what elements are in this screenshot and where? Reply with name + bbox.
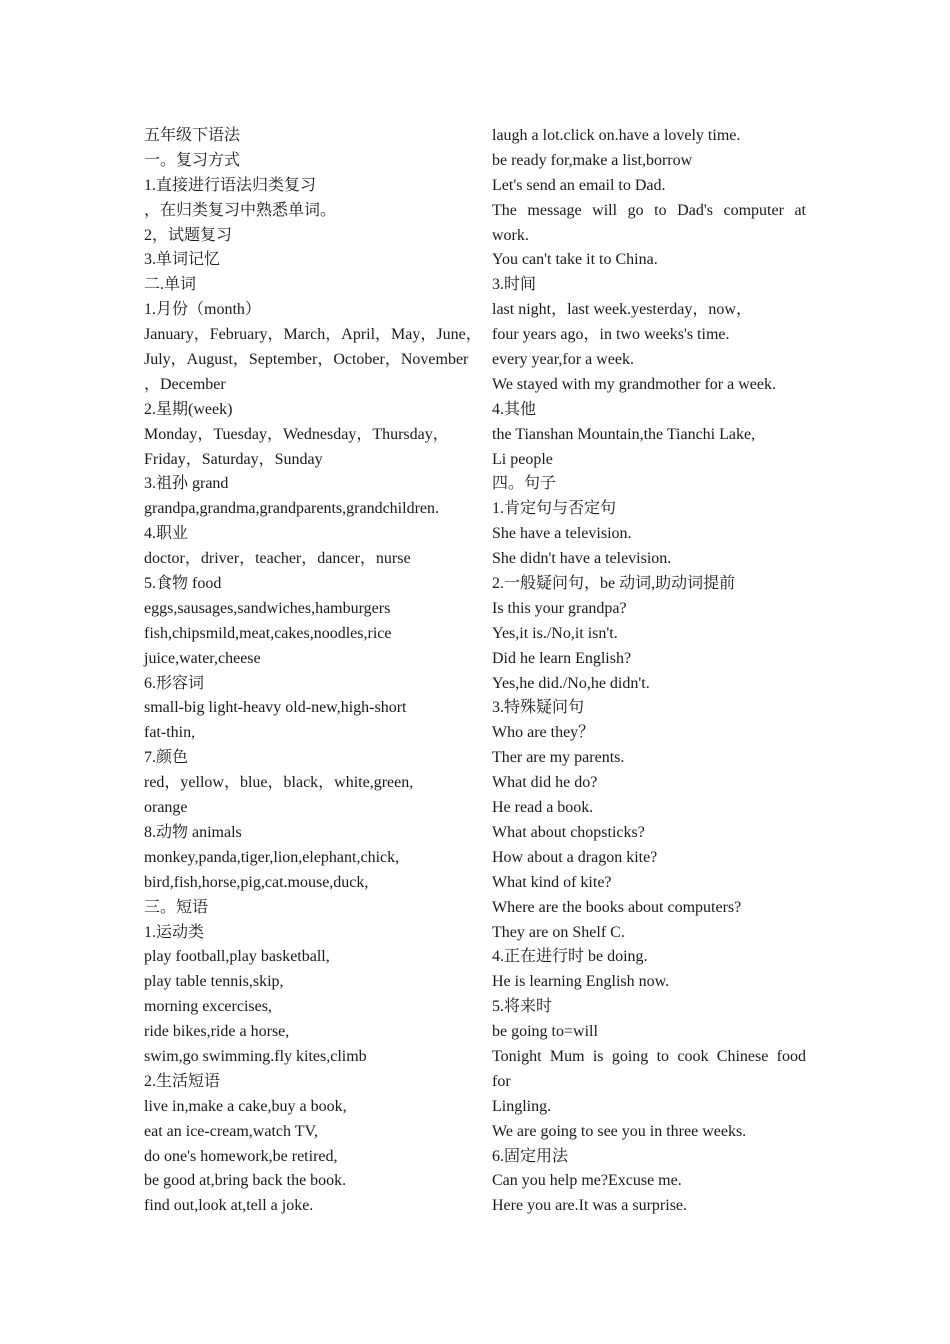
text-line: January，February，March，April，May，June， [144,326,482,344]
text-line: fish,chipsmild,meat,cakes,noodles,rice [144,624,392,642]
text-line: grandpa,grandma,grandparents,grandchildren. [144,500,439,518]
text-line: We are going to see you in three weeks. [492,1122,747,1140]
text-line: She didn't have a television. [492,550,672,568]
text-line: Let's send an email to Dad. [492,176,666,194]
text-line: work. [492,226,529,244]
text-line: laugh a lot.click on.have a lovely time. [492,127,741,144]
text-line: The message will go to Dad's computer at [492,201,806,219]
right-column [492,124,806,1219]
text-line: small-big light-heavy old-new,high-short [144,699,407,717]
text-line: for [492,1072,511,1090]
text-line: Tonight Mum is going to cook Chinese food [492,1047,806,1065]
text-line: be going to=will [492,1023,598,1041]
text-line: 一。复习方式 [144,151,241,169]
text-line: be good at,bring back the book. [144,1172,347,1190]
text-line: last night，last week.yesterday，now， [492,301,752,319]
text-line: bird,fish,horse,pig,cat.mouse,duck, [144,873,369,891]
text-line: 4.正在进行时 be doing. [492,948,648,966]
text-line: red，yellow，blue，black，white,green, [144,774,414,792]
text-line: 3.祖孙 grand [144,475,229,493]
text-line: 二.单词 [144,276,197,294]
text-line: eggs,sausages,sandwiches,hamburgers [144,599,391,617]
text-line: She have a television. [492,525,632,543]
text-line: Did he learn English? [492,649,632,667]
text-line: find out,look at,tell a joke. [144,1197,314,1215]
text-line: 5.将来时 [492,998,553,1016]
text-line: What did he do? [492,774,598,792]
text-line: Monday，Tuesday，Wednesday，Thursday， [144,425,449,443]
text-line: July，August，September，October，November [144,351,469,369]
text-line: Here you are.It was a surprise. [492,1197,688,1215]
text-line: ride bikes,ride a horse, [144,1023,290,1041]
text-line: How about a dragon kite? [492,848,658,866]
text-line: What kind of kite? [492,873,612,891]
text-line: 1.月份（month） [144,301,261,319]
text-line: 8.动物 animals [144,823,242,841]
text-line: play table tennis,skip, [144,973,284,991]
text-line: doctor，driver，teacher，dancer，nurse [144,550,411,568]
text-line: play football,play basketball, [144,948,330,966]
text-line: ，December [144,375,226,393]
text-line: monkey,panda,tiger,lion,elephant,chick, [144,848,400,866]
text-line: 3.特殊疑问句 [492,699,585,717]
text-line: 3.时间 [492,276,537,294]
text-line: Can you help me?Excuse me. [492,1172,682,1190]
text-line: 四。句子 [492,475,557,493]
text-line: Ther are my parents. [492,749,625,767]
text-line: 4.职业 [144,525,189,543]
text-line: morning excercises, [144,998,272,1016]
text-line: live in,make a cake,buy a book, [144,1097,347,1115]
text-line: Lingling. [492,1097,552,1115]
text-line: Friday，Saturday，Sunday [144,450,323,468]
text-line: He is learning English now. [492,973,670,991]
text-line: be ready for,make a list,borrow [492,151,693,169]
text-line: four years ago，in two weeks's time. [492,326,730,344]
text-line: 4.其他 [492,400,537,418]
text-line: You can't take it to China. [492,251,658,269]
text-line: 6.形容词 [144,674,205,692]
text-line: What about chopsticks? [492,823,645,841]
text-line: 3.单词记忆 [144,251,221,269]
text-line: every year,for a week. [492,351,634,369]
text-line: 1.运动类 [144,923,205,941]
text-line: do one's homework,be retired, [144,1147,338,1165]
text-line: 7.颜色 [144,749,189,767]
text-line: 1.直接进行语法归类复习 [144,176,317,194]
text-line: 2.星期(week) [144,400,233,418]
text-line: swim,go swimming.fly kites,climb [144,1047,367,1065]
text-line: Yes,he did./No,he didn't. [492,674,650,692]
text-line: We stayed with my grandmother for a week. [492,375,776,393]
text-line: They are on Shelf C. [492,923,625,941]
text-line: 1.肯定句与否定句 [492,500,617,518]
text-line: eat an ice-cream,watch TV, [144,1122,318,1140]
text-line: 三。短语 [144,898,209,916]
left-column [144,124,482,1219]
text-line: Is this your grandpa? [492,599,627,617]
text-line: He read a book. [492,799,594,817]
text-line: 5.食物 food [144,575,222,593]
text-line: ，在归类复习中熟悉单词。 [144,201,337,219]
text-line: fat-thin, [144,724,196,742]
text-line: Li people [492,450,553,468]
text-line: 6.固定用法 [492,1147,569,1165]
text-line: juice,water,cheese [144,649,261,667]
text-line: 2，试题复习 [144,226,233,244]
text-line: the Tianshan Mountain,the Tianchi Lake, [492,425,756,443]
text-line: Yes,it is./No,it isn't. [492,624,618,642]
text-line: Who are they？ [492,724,595,742]
text-line: 五年级下语法 [144,127,241,144]
text-line: 2.生活短语 [144,1072,221,1090]
text-line: 2.一般疑问句，be 动词,助动词提前 [492,575,736,593]
text-line: orange [144,799,188,817]
text-line: Where are the books about computers? [492,898,742,916]
